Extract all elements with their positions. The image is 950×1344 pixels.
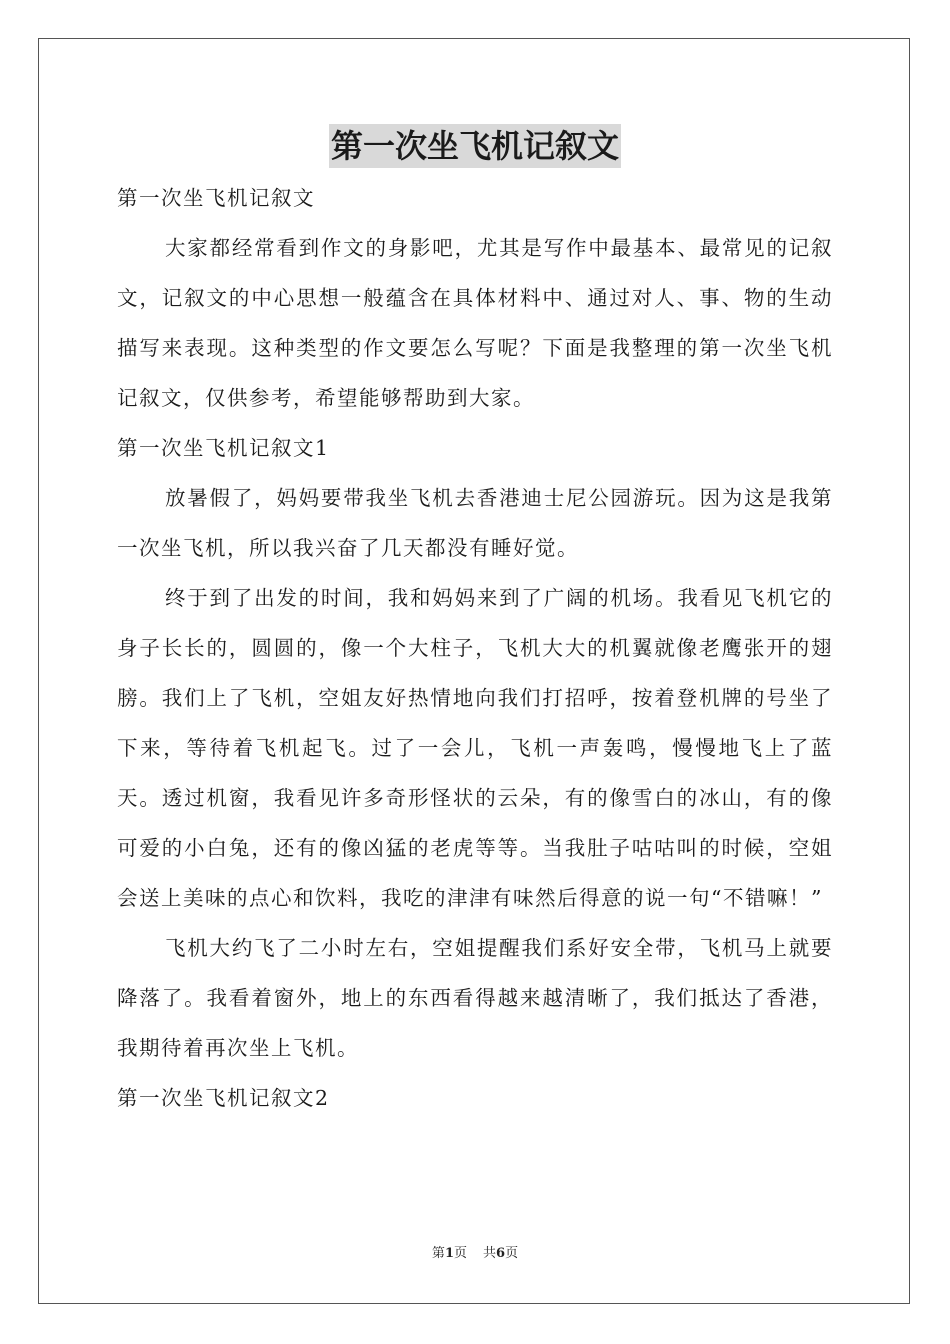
page-suffix: 页 bbox=[453, 1246, 467, 1261]
page-footer bbox=[0, 1244, 950, 1264]
paragraph-1-2: 终于到了出发的时间，我和妈妈来到了广阔的机场。我看见飞机它的身子长长的，圆圆的，像一个大柱子，飞机大大的机翼就像老鹰张开的翅膀。我们上了飞机，空姐友好热情地向我们打招呼，按着登机牌的号坐了下来，等待着飞机起飞。过了一会儿，飞机一声轰鸣，慢慢地飞上了蓝天。透过机窗，我看见许多奇形怪状的云朵，有的像雪白的冰山，有的像可爱的小白兔，还有的像凶猛的老虎等等。当我肚子咕咕叫的时候，空姐会送上美味的点心和饮料，我吃的津津有味然后得意的说一句“不错嘛！” bbox=[117, 586, 833, 910]
document-title: 第一次坐飞机记叙文 bbox=[329, 124, 621, 168]
total-suffix: 页 bbox=[505, 1246, 519, 1261]
paragraph-1-1: 放暑假了，妈妈要带我坐飞机去香港迪士尼公园游玩。因为这是我第一次坐飞机，所以我兴奋了几天都没有睡好觉。 bbox=[117, 486, 833, 560]
section-heading-intro: 第一次坐飞机记叙文 bbox=[117, 186, 315, 210]
title-container bbox=[0, 124, 950, 168]
document-body bbox=[117, 173, 833, 1123]
section-heading-2: 第一次坐飞机记叙文2 bbox=[117, 1086, 330, 1110]
current-page-number: 1 bbox=[444, 1246, 454, 1261]
total-prefix: 共 bbox=[483, 1246, 497, 1261]
paragraph-intro: 大家都经常看到作文的身影吧，尤其是写作中最基本、最常见的记叙文，记叙文的中心思想一般蕴含在具体材料中、通过对人、事、物的生动描写来表现。这种类型的作文要怎么写呢？下面是我整理的第一次坐飞机记叙文，仅供参考，希望能够帮助到大家。 bbox=[117, 236, 833, 410]
paragraph-1-3: 飞机大约飞了二小时左右，空姐提醒我们系好安全带，飞机马上就要降落了。我看着窗外，地上的东西看得越来越清晰了，我们抵达了香港，我期待着再次坐上飞机。 bbox=[117, 936, 833, 1060]
page-prefix: 第 bbox=[431, 1246, 445, 1261]
section-heading-1: 第一次坐飞机记叙文1 bbox=[117, 436, 330, 460]
total-page-count: 6 bbox=[496, 1246, 506, 1261]
